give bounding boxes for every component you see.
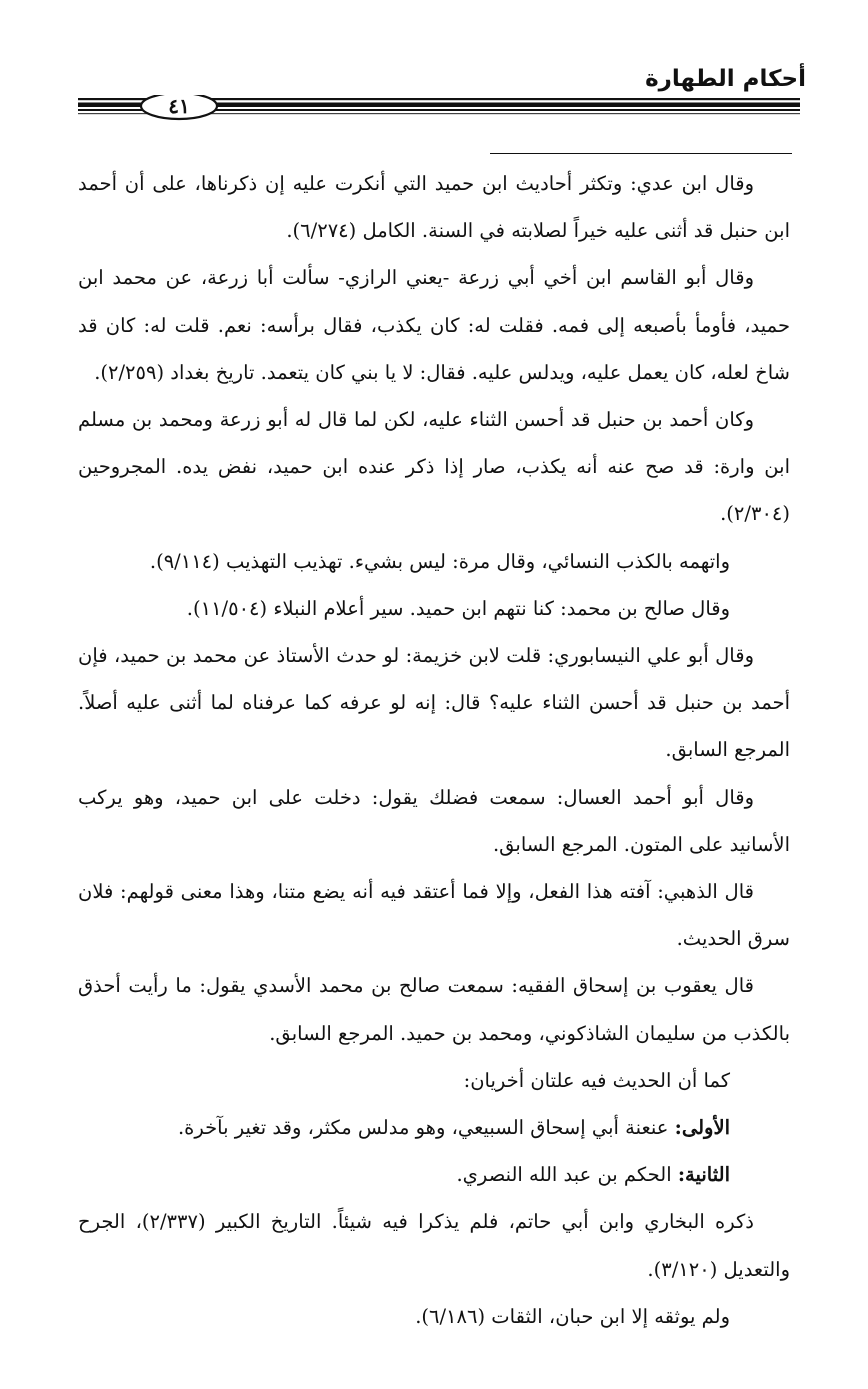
paragraph: [78, 774, 790, 868]
page-number: ٤١: [168, 94, 190, 118]
footnote-text-body: [78, 160, 790, 1340]
paragraph-text: وقال أبو القاسم ابن أخي أبي زرعة -يعني الرازي- سألت أبا زرعة، عن محمد ابن حميد، فأومأ بأصبعه إلى فمه. فقلت له: كان يكذب، فقال برأسه: نعم. قلت له: كان قد شاخ لعله، كان يعمل عليه، ويدلس عليه. فقال: لا يا بني كان يتعمد. تاريخ بغداد (٢/٢٥٩).: [78, 266, 790, 384]
paragraph: [78, 585, 790, 632]
paragraph-text: واتهمه بالكذب النسائي، وقال مرة: ليس بشيء. تهذيب التهذيب (٩/١١٤).: [149, 549, 730, 573]
paragraph-text: ولم يوثقه إلا ابن حبان، الثقات (٦/١٨٦).: [415, 1304, 730, 1328]
paragraph-lead-label: الثانية:: [677, 1163, 730, 1187]
paragraph: [78, 1057, 790, 1104]
paragraph-text: قال الذهبي: آفته هذا الفعل، وإلا فما أعتقد فيه أنه يضع متنا، وهذا معنى قولهم: فلان سرق الحديث.: [78, 880, 790, 951]
paragraph: [78, 1293, 790, 1340]
paragraph: [78, 868, 790, 962]
paragraph-text: عنعنة أبي إسحاق السبيعي، وهو مدلس مكثر، وقد تغير بآخرة.: [177, 1116, 669, 1140]
paragraph: [78, 396, 790, 538]
paragraph-text: قال يعقوب بن إسحاق الفقيه: سمعت صالح بن محمد الأسدي يقول: ما رأيت أحذق بالكذب من سليمان الشاذكوني، ومحمد بن حميد. المرجع السابق.: [78, 974, 790, 1045]
paragraph-text: وقال صالح بن محمد: كنا نتهم ابن حميد. سير أعلام النبلاء (١١/٥٠٤).: [186, 596, 730, 620]
paragraph: [78, 632, 790, 774]
paragraph-text: وقال أبو علي النيسابوري: قلت لابن خزيمة: لو حدث الأستاذ عن محمد بن حميد، فإن أحمد بن حنبل قد أحسن الثناء عليه؟ قال: إنه لو عرفه كما عرفناه لما أثنى عليه أصلاً. المرجع السابق.: [78, 644, 790, 762]
paragraph-text: وقال ابن عدي: وتكثر أحاديث ابن حميد التي أنكرت عليه إن ذكرناها، على أن أحمد ابن حنبل قد أثنى عليه خيراً لصلابته في السنة. الكامل (٦/٢٧٤).: [78, 172, 790, 243]
paragraph: [78, 962, 790, 1056]
paragraph-text: وقال أبو أحمد العسال: سمعت فضلك يقول: دخلت على ابن حميد، وهو يركب الأسانيد على المتون. المرجع السابق.: [78, 785, 790, 856]
paragraph: [78, 160, 790, 254]
paragraph: [78, 1104, 790, 1151]
paragraph-text: الحكم بن عبد الله النصري.: [456, 1163, 672, 1187]
paragraph-lead-label: الأولى:: [674, 1116, 730, 1140]
paragraph-text: كما أن الحديث فيه علتان أخريان:: [463, 1068, 730, 1092]
running-head-title: أحكام الطهارة: [645, 66, 806, 92]
paragraph: [78, 1198, 790, 1292]
paragraph-text: ذكره البخاري وابن أبي حاتم، فلم يذكرا فيه شيئاً. التاريخ الكبير (٢/٣٣٧)، الجرح والتعديل (٣/١٢٠).: [78, 1210, 790, 1281]
paragraph: [78, 538, 790, 585]
paragraph: [78, 254, 790, 396]
paragraph: [78, 1151, 790, 1198]
paragraph-text: وكان أحمد بن حنبل قد أحسن الثناء عليه، لكن لما قال له أبو زرعة ومحمد بن مسلم ابن وارة: قد صح عنه أنه يكذب، صار إذا ذكر عنده ابن حميد، نفض يده. المجروحين (٢/٣٠٤).: [78, 408, 790, 526]
footnote-separator: [490, 153, 792, 154]
